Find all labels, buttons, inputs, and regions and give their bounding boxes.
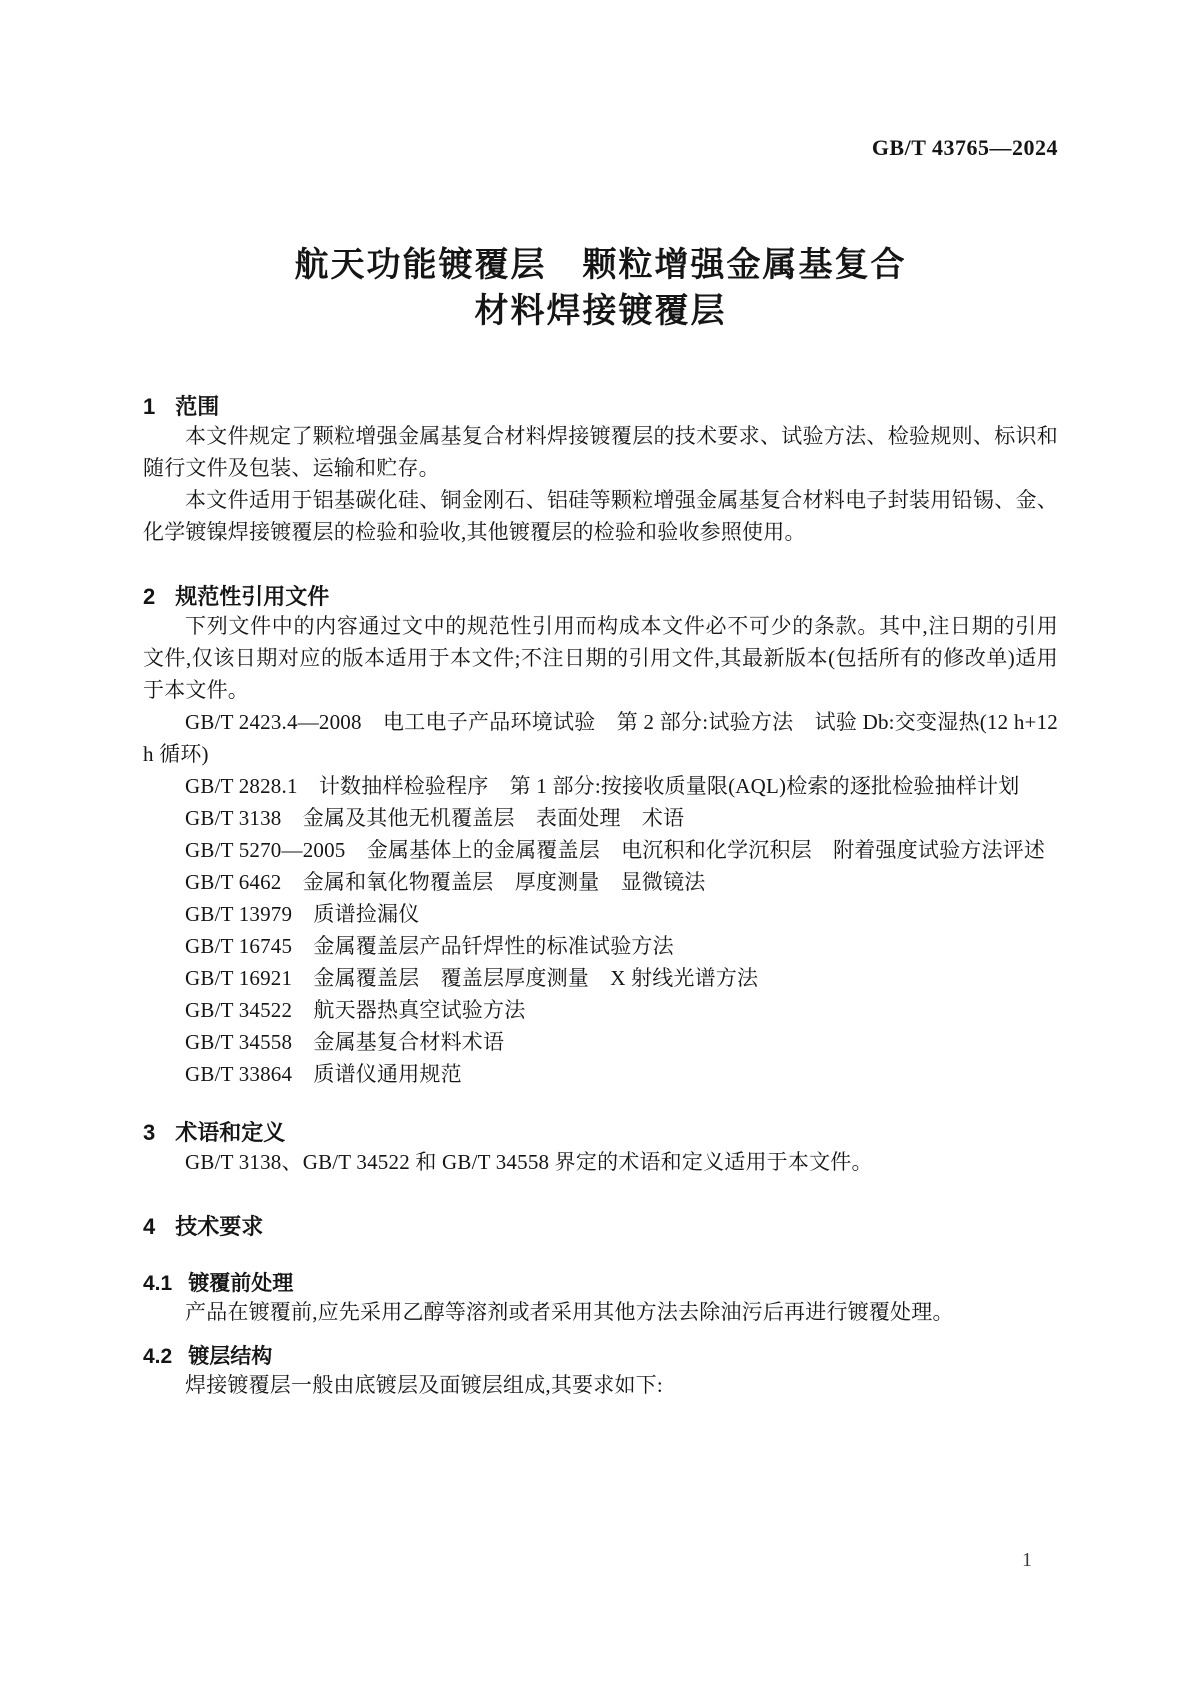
section-2-heading xyxy=(143,584,1058,610)
document-title-line-2: 材料焊接镀覆层 xyxy=(474,292,727,330)
section-4-heading xyxy=(143,1214,1058,1240)
section-3-paragraph-1: GB/T 3138、GB/T 34522 和 GB/T 34558 界定的术语和定义适用于本文件。 xyxy=(185,1150,873,1174)
reference-item: GB/T 5270—2005 金属基体上的金属覆盖层 电沉积和化学沉积层 附着强度试验方法评述 xyxy=(185,838,1046,862)
reference-item: GB/T 6462 金属和氧化物覆盖层 厚度测量 显微镜法 xyxy=(185,870,706,894)
section-4-1-number: 4.1 xyxy=(143,1272,173,1295)
section-4-2-title: 镀层结构 xyxy=(188,1345,273,1368)
section-3-heading xyxy=(143,1120,1058,1146)
section-1-paragraph-1: 本文件规定了颗粒增强金属基复合材料焊接镀覆层的技术要求、试验方法、检验规则、标识和随行文件及包装、运输和贮存。 xyxy=(143,424,1058,480)
section-1-heading xyxy=(143,394,1058,420)
section-4-title: 技术要求 xyxy=(175,1214,264,1239)
reference-item: GB/T 2828.1 计数抽样检验程序 第 1 部分:按接收质量限(AQL)检索的逐批检验抽样计划 xyxy=(185,774,1020,798)
section-1-paragraph-2: 本文件适用于铝基碳化硅、铜金刚石、铝硅等颗粒增强金属基复合材料电子封装用铅锡、金、化学镀镍焊接镀覆层的检验和验收,其他镀覆层的检验和验收参照使用。 xyxy=(143,488,1058,544)
document-title xyxy=(143,242,1058,334)
reference-item: GB/T 33864 质谱仪通用规范 xyxy=(185,1062,462,1086)
section-4-number: 4 xyxy=(143,1214,156,1239)
document-title-line-1: 航天功能镀覆层 颗粒增强金属基复合 xyxy=(294,246,907,284)
reference-item: GB/T 16745 金属覆盖层产品钎焊性的标准试验方法 xyxy=(185,934,674,958)
section-2-title: 规范性引用文件 xyxy=(175,584,330,609)
reference-item: GB/T 34522 航天器热真空试验方法 xyxy=(185,998,526,1022)
section-1-number: 1 xyxy=(143,394,156,419)
reference-item: GB/T 13979 质谱捡漏仪 xyxy=(185,902,420,926)
section-1-title: 范围 xyxy=(175,394,220,419)
section-4-1-heading xyxy=(143,1271,1058,1296)
reference-item: GB/T 2423.4—2008 电工电子产品环境试验 第 2 部分:试验方法 试验 Db:交变湿热(12 h+12 h 循环) xyxy=(143,710,1058,766)
reference-item: GB/T 16921 金属覆盖层 覆盖层厚度测量 X 射线光谱方法 xyxy=(185,966,759,990)
section-4-1-paragraph-1: 产品在镀覆前,应先采用乙醇等溶剂或者采用其他方法去除油污后再进行镀覆处理。 xyxy=(185,1300,954,1324)
section-4-2-number: 4.2 xyxy=(143,1345,173,1368)
section-2-paragraph-1: 下列文件中的内容通过文中的规范性引用而构成本文件必不可少的条款。其中,注日期的引用文件,仅该日期对应的版本适用于本文件;不注日期的引用文件,其最新版本(包括所有的修改单)适用于本文件。 xyxy=(143,614,1058,702)
reference-item: GB/T 3138 金属及其他无机覆盖层 表面处理 术语 xyxy=(185,806,685,830)
section-4-2-heading xyxy=(143,1344,1058,1369)
section-4-2-paragraph-1: 焊接镀覆层一般由底镀层及面镀层组成,其要求如下: xyxy=(185,1373,663,1397)
section-2-number: 2 xyxy=(143,584,156,609)
page-number: 1 xyxy=(1022,1549,1032,1571)
standard-number: GB/T 43765—2024 xyxy=(871,135,1058,160)
reference-item: GB/T 34558 金属基复合材料术语 xyxy=(185,1030,505,1054)
section-3-title: 术语和定义 xyxy=(175,1120,286,1145)
section-4-1-title: 镀覆前处理 xyxy=(188,1272,294,1295)
section-3-number: 3 xyxy=(143,1120,156,1145)
